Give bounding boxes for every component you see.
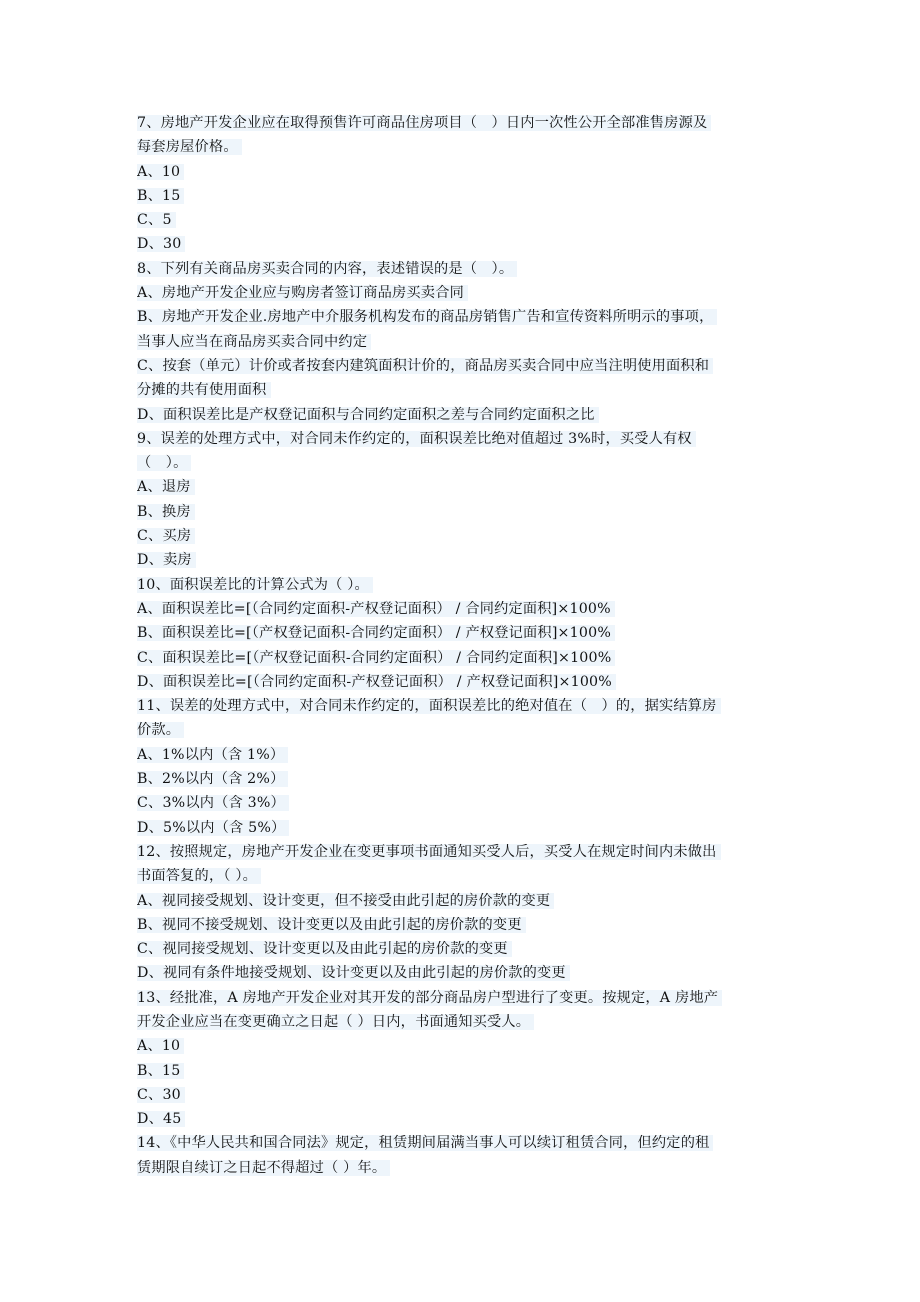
text-line [137,767,785,791]
line-text: C、3%以内（含 3%） [137,795,289,811]
line-text: 12、按照规定，房地产开发企业在变更事项书面通知买受人后，买受人在规定时间内未做出 [137,844,721,860]
line-text: D、卖房 [137,552,196,568]
text-line [137,791,785,815]
text-line [137,354,785,378]
text-line [137,524,785,548]
text-line [137,427,785,451]
line-text: B、面积误差比=[（产权登记面积-合同约定面积） / 产权登记面积]×100% [137,625,615,641]
text-line [137,670,785,694]
line-text: 7、房地产开发企业应在取得预售许可商品住房项目（ ）日内一次性公开全部准售房源及 [137,115,711,131]
text-line [137,1107,785,1131]
text-line [137,864,785,888]
line-text: 13、经批准，A 房地产开发企业对其开发的部分商品房户型进行了变更。按规定，A 房地产 [137,990,722,1006]
line-text: 开发企业应当在变更确立之日起（ ）日内，书面通知买受人。 [137,1014,534,1030]
line-text: A、10 [137,1038,184,1054]
line-text: 当事人应当在商品房买卖合同中约定 [137,334,371,350]
text-line [137,135,785,159]
text-line [137,378,785,402]
text-line [137,403,785,427]
document-body [137,111,785,1180]
text-line [137,1034,785,1058]
line-text: C、按套（单元）计价或者按套内建筑面积计价的，商品房买卖合同中应当注明使用面积和 [137,358,713,374]
line-text: A、退房 [137,479,195,495]
text-line [137,840,785,864]
text-line [137,208,785,232]
line-text: D、视同有条件地接受规划、设计变更以及由此引起的房价款的变更 [137,965,570,981]
text-line [137,986,785,1010]
line-text: A、视同接受规划、设计变更，但不接受由此引起的房价款的变更 [137,893,554,909]
text-line [137,232,785,256]
line-text: 14、《中华人民共和国合同法》规定，租赁期间届满当事人可以续订租赁合同，但约定的租 [137,1135,713,1151]
line-text: B、视同不接受规划、设计变更以及由此引起的房价款的变更 [137,917,526,933]
line-text: C、面积误差比=[（产权登记面积-合同约定面积） / 合同约定面积]×100% [137,650,615,666]
text-line [137,743,785,767]
text-line [137,1131,785,1155]
text-line [137,1156,785,1180]
text-line [137,500,785,524]
line-text: 每套房屋价格。 [137,139,242,155]
line-text: C、5 [137,212,176,228]
text-line [137,961,785,985]
text-line [137,451,785,475]
text-line [137,281,785,305]
line-text: D、30 [137,236,185,252]
line-text: A、房地产开发企业应与购房者签订商品房买卖合同 [137,285,468,301]
text-line [137,330,785,354]
line-text: B、换房 [137,504,195,520]
line-text: A、10 [137,164,184,180]
line-text: C、买房 [137,528,195,544]
text-line [137,718,785,742]
line-text: 8、下列有关商品房买卖合同的内容，表述错误的是（ ）。 [137,261,517,277]
text-line [137,257,785,281]
text-line [137,816,785,840]
text-line [137,597,785,621]
text-line [137,184,785,208]
text-line [137,694,785,718]
text-line [137,475,785,499]
line-text: 书面答复的，（ ）。 [137,868,261,884]
text-line [137,889,785,913]
line-text: D、5%以内（含 5%） [137,820,289,836]
line-text: D、45 [137,1111,185,1127]
text-line [137,573,785,597]
text-line [137,937,785,961]
text-line [137,111,785,135]
text-line [137,305,785,329]
line-text: C、视同接受规划、设计变更以及由此引起的房价款的变更 [137,941,512,957]
line-text: B、2%以内（含 2%） [137,771,288,787]
line-text: 赁期限自续订之日起不得超过（ ）年。 [137,1160,390,1176]
text-line [137,1083,785,1107]
text-line [137,913,785,937]
text-line [137,1059,785,1083]
line-text: （ ）。 [137,455,191,471]
line-text: A、面积误差比=[（合同约定面积-产权登记面积） / 合同约定面积]×100% [137,601,615,617]
line-text: B、15 [137,188,184,204]
text-line [137,1010,785,1034]
line-text: 11、误差的处理方式中，对合同未作约定的，面积误差比的绝对值在（ ）的，据实结算房 [137,698,721,714]
line-text: D、面积误差比=[（合同约定面积-产权登记面积） / 产权登记面积]×100% [137,674,616,690]
line-text: 10、面积误差比的计算公式为（ ）。 [137,577,373,593]
line-text: C、30 [137,1087,185,1103]
text-line [137,621,785,645]
text-line [137,646,785,670]
line-text: 9、误差的处理方式中，对合同未作约定的，面积误差比绝对值超过 3%时，买受人有权 [137,431,696,447]
line-text: B、房地产开发企业.房地产中介服务机构发布的商品房销售广告和宣传资料所明示的事项， [137,309,717,325]
text-line [137,160,785,184]
line-text: D、面积误差比是产权登记面积与合同约定面积之差与合同约定面积之比 [137,407,599,423]
line-text: 价款。 [137,722,184,738]
line-text: A、1%以内（含 1%） [137,747,288,763]
line-text: B、15 [137,1063,184,1079]
text-line [137,548,785,572]
line-text: 分摊的共有使用面积 [137,382,271,398]
